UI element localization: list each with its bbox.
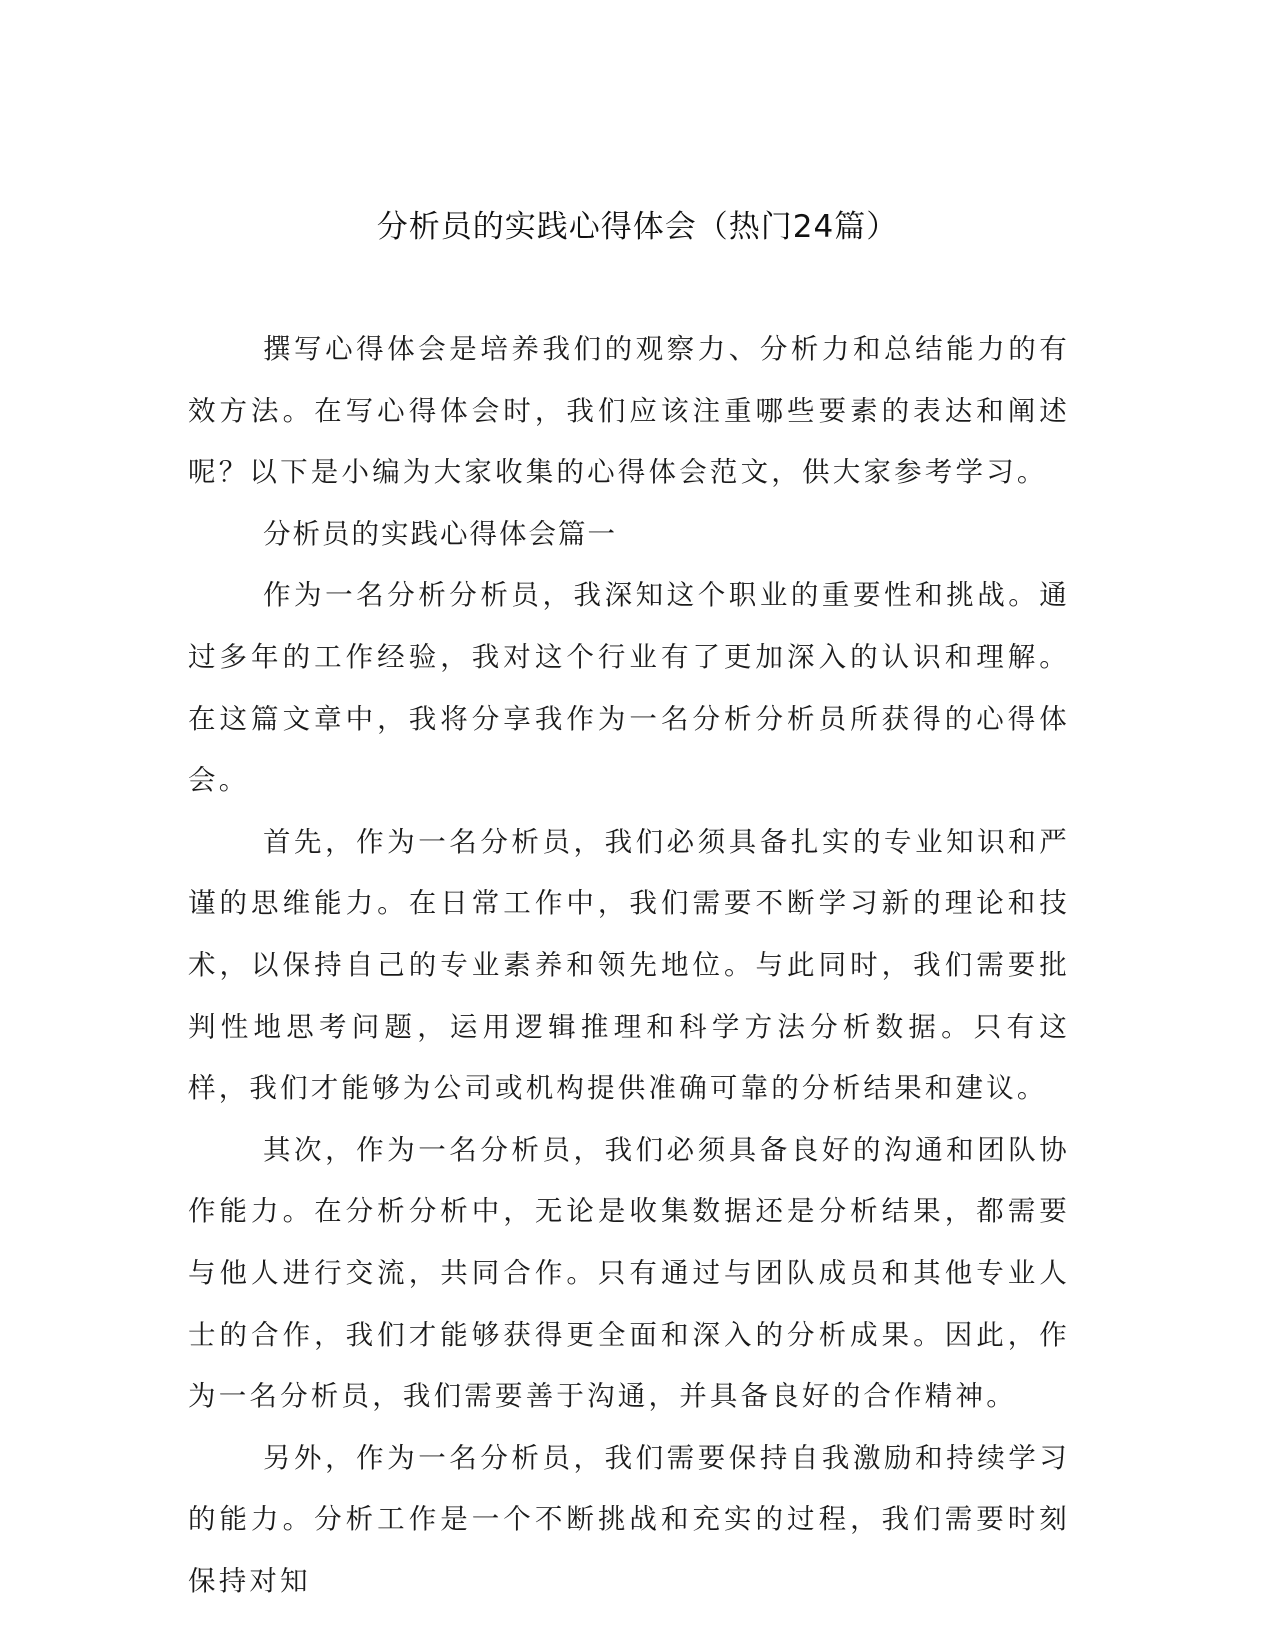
document-body: [188, 319, 1070, 1612]
body-paragraph: 作为一名分析分析员，我深知这个职业的重要性和挑战。通过多年的工作经验，我对这个行业有了更加深入的认识和理解。在这篇文章中，我将分享我作为一名分析分析员所获得的心得体会。: [188, 579, 1070, 797]
document-title: 分析员的实践心得体会（热门24篇）: [376, 209, 899, 245]
body-paragraph: 其次，作为一名分析员，我们必须具备良好的沟通和团队协作能力。在分析分析中，无论是收集数据还是分析结果，都需要与他人进行交流，共同合作。只有通过与团队成员和其他专业人士的合作，我们才能够获得更全面和深入的分析成果。因此，作为一名分析员，我们需要善于沟通，并具备良好的合作精神。: [188, 1133, 1070, 1413]
intro-paragraph: 撰写心得体会是培养我们的观察力、分析力和总结能力的有效方法。在写心得体会时，我们应该注重哪些要素的表达和阐述呢？以下是小编为大家收集的心得体会范文，供大家参考学习。: [188, 333, 1070, 489]
body-paragraph: 首先，作为一名分析员，我们必须具备扎实的专业知识和严谨的思维能力。在日常工作中，我们需要不断学习新的理论和技术，以保持自己的专业素养和领先地位。与此同时，我们需要批判性地思考问题，运用逻辑推理和科学方法分析数据。只有这样，我们才能够为公司或机构提供准确可靠的分析结果和建议。: [188, 825, 1070, 1105]
section-heading: 分析员的实践心得体会篇一: [263, 517, 617, 550]
body-paragraph: 另外，作为一名分析员，我们需要保持自我激励和持续学习的能力。分析工作是一个不断挑战和充实的过程，我们需要时刻保持对知: [188, 1441, 1070, 1597]
